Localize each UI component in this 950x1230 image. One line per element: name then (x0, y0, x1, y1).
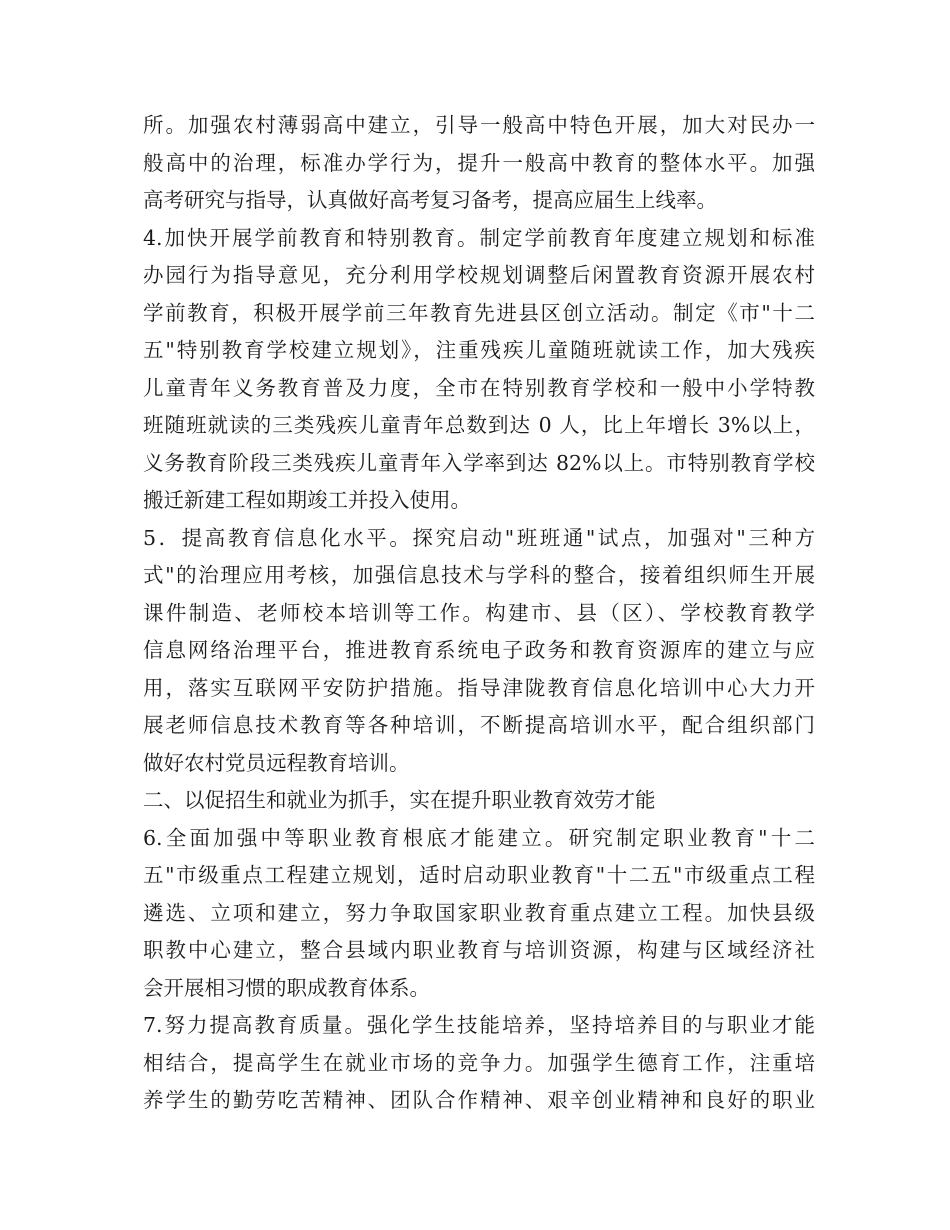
text-line: 信息网络治理平台，推进教育系统电子政务和教育资源库的建立与应 (143, 638, 815, 662)
text-line: 6.全面加强中等职业教育根底才能建立。研究制定职业教育"十二 (143, 825, 815, 850)
text-line: 般高中的治理，标准办学行为，提升一般高中教育的整体水平。加强 (143, 150, 815, 175)
text-line: 遴选、立项和建立，努力争取国家职业教育重点建立工程。加快县级 (143, 900, 815, 925)
text-line: 4.加快开展学前教育和特别教育。制定学前教育年度建立规划和标准 (143, 225, 815, 250)
text-line: 义务教育阶段三类残疾儿童青年入学率到达 82%以上。市特别教育学校 (143, 450, 815, 475)
text-line: 儿童青年义务教育普及力度，全市在特别教育学校和一般中小学特教 (143, 375, 815, 400)
text-line: 二、以促招生和就业为抓手，实在提升职业教育效劳才能 (143, 788, 656, 812)
text-line: 五"特别教育学校建立规划》，注重残疾儿童随班就读工作，加大残疾 (143, 338, 815, 362)
text-line: 高考研究与指导，认真做好高考复习备考，提高应届生上线率。 (143, 188, 717, 212)
text-line: 学前教育，积极开展学前三年教育先进县区创立活动。制定《市"十二 (143, 300, 815, 325)
text-line: 相结合，提高学生在就业市场的竞争力。加强学生德育工作，注重培 (143, 1050, 815, 1075)
text-line: 养学生的勤劳吃苦精神、团队合作精神、艰辛创业精神和良好的职业 (143, 1088, 815, 1112)
text-line: 5．提高教育信息化水平。探究启动"班班通"试点，加强对"三种方 (143, 525, 815, 550)
text-line: 办园行为指导意见，充分利用学校规划调整后闲置教育资源开展农村 (143, 263, 815, 287)
text-line: 搬迁新建工程如期竣工并投入使用。 (143, 488, 471, 512)
text-line: 用，落实互联网平安防护措施。指导津陇教育信息化培训中心大力开 (143, 675, 815, 700)
text-line: 职教中心建立，整合县域内职业教育与培训资源，构建与区域经济社 (143, 938, 815, 962)
text-line: 五"市级重点工程建立规划，适时启动职业教育"十二五"市级重点工程 (143, 863, 815, 887)
text-line: 班随班就读的三类残疾儿童青年总数到达 0 人，比上年增长 3%以上， (143, 413, 815, 437)
text-line: 课件制造、老师校本培训等工作。构建市、县（区）、学校教育教学 (143, 600, 815, 625)
text-line: 会开展相习惯的职成教育体系。 (143, 975, 430, 1000)
text-line: 展老师信息技术教育等各种培训，不断提高培训水平，配合组织部门 (143, 713, 815, 737)
text-line: 做好农村党员远程教育培训。 (143, 750, 410, 775)
body-text (143, 107, 815, 1120)
text-line: 式"的治理应用考核，加强信息技术与学科的整合，接着组织师生开展 (143, 563, 815, 587)
text-line: 7.努力提高教育质量。强化学生技能培养，坚持培养目的与职业才能 (143, 1013, 815, 1037)
text-line: 所。加强农村薄弱高中建立，引导一般高中特色开展，加大对民办一 (143, 113, 815, 137)
